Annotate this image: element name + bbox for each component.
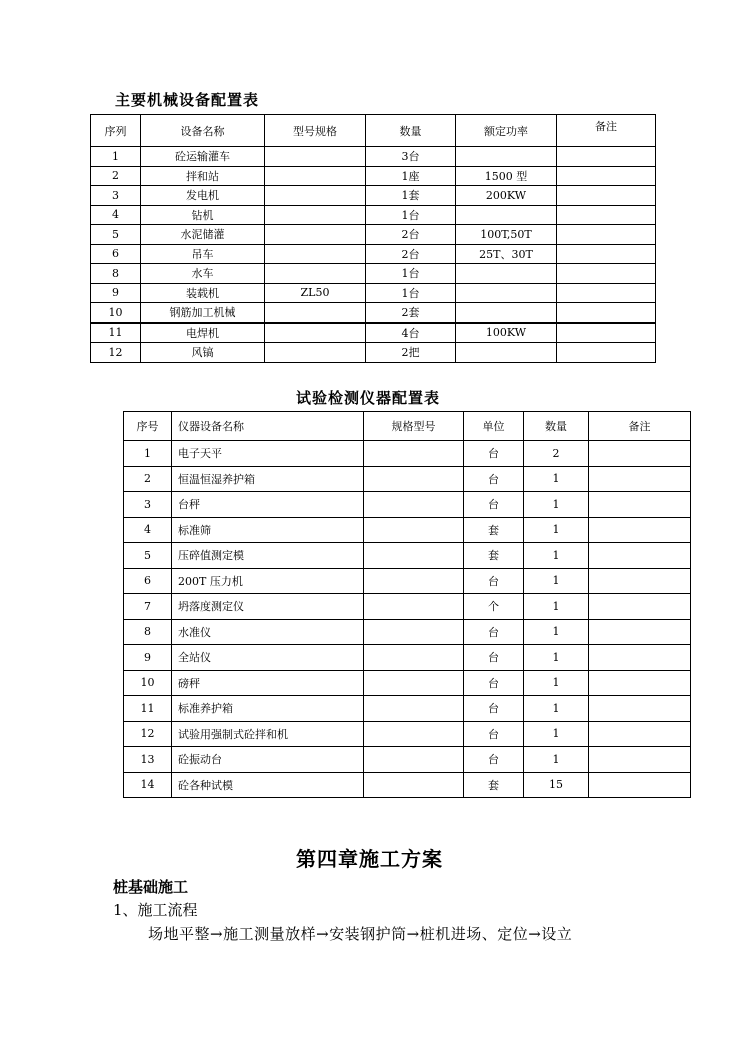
equipment-table <box>90 114 656 363</box>
table-cell: 台 <box>464 568 524 594</box>
table-row <box>124 670 691 696</box>
table-cell <box>589 772 691 798</box>
table-cell: 拌和站 <box>141 166 265 186</box>
header-cell: 型号规格 <box>265 115 366 147</box>
table-cell: 砼振动台 <box>172 747 364 773</box>
table-cell <box>557 147 656 167</box>
table-cell: 200T 压力机 <box>172 568 364 594</box>
table-cell: 台 <box>464 492 524 518</box>
table1-title: 主要机械设备配置表 <box>115 91 260 109</box>
body-paragraph: 场地平整→施工测量放样→安装钢护筒→桩机进场、定位→设立 <box>148 925 573 943</box>
table-cell: 9 <box>91 283 141 303</box>
table-cell: 25T、30T <box>456 244 557 264</box>
subsection-title: 1、施工流程 <box>113 901 198 919</box>
table-cell: 1 <box>524 568 589 594</box>
table-cell: 台秤 <box>172 492 364 518</box>
table-cell <box>589 466 691 492</box>
table-cell: 2套 <box>366 303 456 323</box>
table-cell: 标准筛 <box>172 517 364 543</box>
table-cell <box>589 594 691 620</box>
table-row <box>91 186 656 206</box>
table-cell: 3 <box>91 186 141 206</box>
table-cell: 水泥储灌 <box>141 225 265 245</box>
table-cell: 台 <box>464 441 524 467</box>
header-cell: 序列 <box>91 115 141 147</box>
table-cell <box>589 568 691 594</box>
table-cell: 100KW <box>456 323 557 343</box>
table-cell: 坍落度测定仪 <box>172 594 364 620</box>
table-cell <box>265 303 366 323</box>
table2-title: 试验检测仪器配置表 <box>296 389 441 407</box>
table-cell <box>557 264 656 284</box>
table-cell <box>265 323 366 343</box>
table-cell: 1 <box>91 147 141 167</box>
table-row <box>124 645 691 671</box>
table-cell: 试验用强制式砼拌和机 <box>172 721 364 747</box>
table-row <box>91 343 656 363</box>
table-cell: 15 <box>524 772 589 798</box>
table-cell: 1500 型 <box>456 166 557 186</box>
table-cell <box>265 166 366 186</box>
table-cell <box>364 619 464 645</box>
table-cell: 9 <box>124 645 172 671</box>
table-cell: 2台 <box>366 225 456 245</box>
table-cell: 2台 <box>366 244 456 264</box>
table-cell <box>557 303 656 323</box>
table-cell <box>557 225 656 245</box>
table-cell: 恒温恒湿养护箱 <box>172 466 364 492</box>
table-row <box>91 147 656 167</box>
header-cell: 备注 <box>589 412 691 441</box>
table-cell: 4 <box>124 517 172 543</box>
table-cell: 3 <box>124 492 172 518</box>
table-cell: 11 <box>91 323 141 343</box>
table-cell: 1台 <box>366 264 456 284</box>
header-cell: 设备名称 <box>141 115 265 147</box>
table-cell: 6 <box>91 244 141 264</box>
table-row <box>91 244 656 264</box>
table-cell <box>589 747 691 773</box>
table-cell: 个 <box>464 594 524 620</box>
table-cell <box>364 772 464 798</box>
table-cell: 1台 <box>366 283 456 303</box>
table-cell: 1台 <box>366 205 456 225</box>
table-cell <box>557 244 656 264</box>
table-cell: 水车 <box>141 264 265 284</box>
table-row <box>124 747 691 773</box>
table-cell: 台 <box>464 696 524 722</box>
table-cell: 电子天平 <box>172 441 364 467</box>
table-cell <box>265 225 366 245</box>
table-header-row <box>91 115 656 147</box>
table-cell: 台 <box>464 747 524 773</box>
header-cell: 额定功率 <box>456 115 557 147</box>
table-row <box>124 696 691 722</box>
table-cell: 10 <box>124 670 172 696</box>
table-cell <box>557 166 656 186</box>
table-cell: 1 <box>524 517 589 543</box>
table-cell: 1套 <box>366 186 456 206</box>
table-cell <box>456 343 557 363</box>
table-cell <box>364 492 464 518</box>
table-row <box>124 619 691 645</box>
table-cell: 3台 <box>366 147 456 167</box>
table-cell: 8 <box>124 619 172 645</box>
table-cell <box>456 205 557 225</box>
table-cell: 2 <box>524 441 589 467</box>
table-cell: 风镐 <box>141 343 265 363</box>
table-cell: 1 <box>524 594 589 620</box>
table-cell: 钢筋加工机械 <box>141 303 265 323</box>
table-row <box>124 441 691 467</box>
table-row <box>91 205 656 225</box>
table-cell: 14 <box>124 772 172 798</box>
table-cell: 1 <box>524 466 589 492</box>
table-cell <box>364 517 464 543</box>
table-cell <box>364 441 464 467</box>
table-cell: 7 <box>124 594 172 620</box>
table-cell: 12 <box>91 343 141 363</box>
table-cell: 套 <box>464 543 524 569</box>
table-header-row <box>124 412 691 441</box>
section-title: 桩基础施工 <box>113 878 189 896</box>
table-cell: 台 <box>464 721 524 747</box>
table-cell: 1 <box>524 645 589 671</box>
table-cell: 台 <box>464 466 524 492</box>
table-cell <box>364 568 464 594</box>
table-cell <box>557 186 656 206</box>
table-row <box>124 492 691 518</box>
table-cell <box>589 670 691 696</box>
table-cell: 1 <box>524 747 589 773</box>
table-cell <box>364 594 464 620</box>
table-cell <box>265 264 366 284</box>
table-cell: 砼运输灌车 <box>141 147 265 167</box>
table-cell: 标准养护箱 <box>172 696 364 722</box>
header-cell: 规格型号 <box>364 412 464 441</box>
table-row <box>91 264 656 284</box>
table-cell: 4台 <box>366 323 456 343</box>
table-cell: 4 <box>91 205 141 225</box>
table-cell: 磅秤 <box>172 670 364 696</box>
table-row <box>91 225 656 245</box>
table-cell: 发电机 <box>141 186 265 206</box>
table-cell: 装载机 <box>141 283 265 303</box>
table-cell: 5 <box>91 225 141 245</box>
table-row <box>91 303 656 323</box>
table-cell <box>456 264 557 284</box>
table-cell <box>589 721 691 747</box>
table-cell <box>557 323 656 343</box>
table-cell <box>589 441 691 467</box>
table-cell: 13 <box>124 747 172 773</box>
table-cell <box>589 492 691 518</box>
table-cell: 电焊机 <box>141 323 265 343</box>
header-cell: 单位 <box>464 412 524 441</box>
table-cell: 1 <box>524 492 589 518</box>
header-cell: 仪器设备名称 <box>172 412 364 441</box>
table-cell: 水准仪 <box>172 619 364 645</box>
table-cell: 台 <box>464 645 524 671</box>
table-cell <box>265 205 366 225</box>
table-row <box>124 517 691 543</box>
chapter-title: 第四章施工方案 <box>296 847 443 871</box>
table-cell <box>364 645 464 671</box>
table-cell: 11 <box>124 696 172 722</box>
table-row <box>124 594 691 620</box>
table-cell: 1 <box>524 696 589 722</box>
table-cell: 砼各种试模 <box>172 772 364 798</box>
header-cell: 数量 <box>366 115 456 147</box>
table-cell: ZL50 <box>265 283 366 303</box>
header-cell: 序号 <box>124 412 172 441</box>
table-cell <box>589 543 691 569</box>
table-cell: 吊车 <box>141 244 265 264</box>
table-cell <box>456 303 557 323</box>
table-cell <box>456 283 557 303</box>
table-row <box>91 283 656 303</box>
table-cell: 1 <box>524 619 589 645</box>
table-cell: 1 <box>124 441 172 467</box>
table-cell <box>557 343 656 363</box>
table-cell <box>364 696 464 722</box>
table-cell: 2 <box>124 466 172 492</box>
table-row <box>124 466 691 492</box>
table-cell <box>364 543 464 569</box>
table-cell <box>364 466 464 492</box>
table-cell: 台 <box>464 619 524 645</box>
table-row <box>124 568 691 594</box>
instrument-table <box>123 411 691 798</box>
table-cell: 8 <box>91 264 141 284</box>
table-cell <box>456 147 557 167</box>
table-cell: 2 <box>91 166 141 186</box>
table-cell <box>589 619 691 645</box>
table-cell: 钻机 <box>141 205 265 225</box>
table-cell <box>265 147 366 167</box>
table-cell: 5 <box>124 543 172 569</box>
table-cell: 10 <box>91 303 141 323</box>
table-cell: 压碎值测定模 <box>172 543 364 569</box>
table-cell <box>589 517 691 543</box>
header-cell: 数量 <box>524 412 589 441</box>
table-row <box>124 543 691 569</box>
table-cell <box>265 244 366 264</box>
table-cell <box>364 721 464 747</box>
table-cell: 套 <box>464 517 524 543</box>
table-cell <box>364 670 464 696</box>
table-row <box>91 323 656 343</box>
table-cell: 全站仪 <box>172 645 364 671</box>
table-cell: 2把 <box>366 343 456 363</box>
table-row <box>124 721 691 747</box>
table-cell <box>265 186 366 206</box>
table-cell: 6 <box>124 568 172 594</box>
table-row <box>91 166 656 186</box>
table-cell <box>589 645 691 671</box>
table-cell <box>589 696 691 722</box>
header-cell: 备注 <box>557 115 656 147</box>
table-cell: 200KW <box>456 186 557 206</box>
table-cell <box>557 205 656 225</box>
table-cell: 1座 <box>366 166 456 186</box>
table-cell <box>557 283 656 303</box>
table-cell: 套 <box>464 772 524 798</box>
table-cell: 台 <box>464 670 524 696</box>
table-row <box>124 772 691 798</box>
table-cell: 1 <box>524 670 589 696</box>
table-cell <box>265 343 366 363</box>
table-cell: 12 <box>124 721 172 747</box>
table-cell: 1 <box>524 543 589 569</box>
table-cell: 100T,50T <box>456 225 557 245</box>
table-cell <box>364 747 464 773</box>
table-cell: 1 <box>524 721 589 747</box>
